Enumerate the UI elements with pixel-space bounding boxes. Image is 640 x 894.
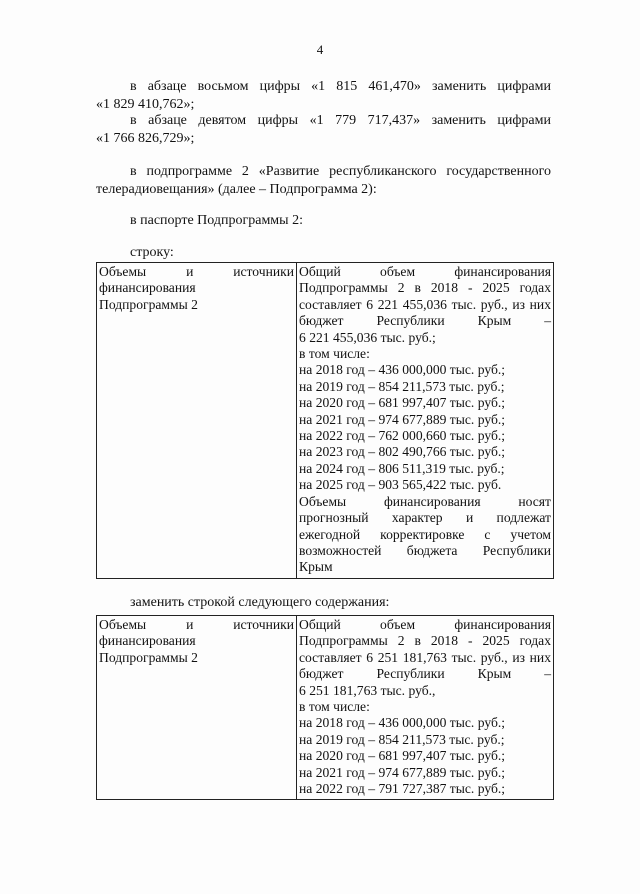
table-new-right-line: на 2018 год – 436 000,000 тыс. руб.; <box>299 715 506 731</box>
table-old-right-line: на 2021 год – 974 677,889 тыс. руб.; <box>299 411 506 427</box>
table-old-right-line: на 2023 год – 802 490,766 тыс. руб.; <box>299 444 506 460</box>
paragraph-eighth <box>96 78 551 114</box>
table-new-right-cell <box>297 616 554 800</box>
paragraph-subprogram-line2: телерадиовещания» (далее – Подпрограмма 2): <box>96 182 377 197</box>
table-old-right-line: на 2018 год – 436 000,000 тыс. руб.; <box>299 362 506 378</box>
paragraph-subprogram-line1: в подпрограмме 2 «Развитие республиканского государственного <box>130 164 551 179</box>
table-old-left-line: финансирования <box>99 280 196 296</box>
table-new-left-line: финансирования <box>99 633 196 649</box>
table-old-right-line: на 2020 год – 681 997,407 тыс. руб.; <box>299 395 506 411</box>
paragraph-ninth-line2: «1 766 826,729»; <box>96 131 195 146</box>
table-new-right-line: на 2021 год – 974 677,889 тыс. руб.; <box>299 764 506 780</box>
table-new-right-line: в том числе: <box>299 699 370 715</box>
paragraph-eighth-line2: «1 829 410,762»; <box>96 97 195 112</box>
table-new-left-line: Подпрограммы 2 <box>99 649 198 665</box>
table-old-left-cell <box>97 263 297 579</box>
table-old-right-line: на 2019 год – 854 211,573 тыс. руб.; <box>299 378 505 394</box>
table-old-right-line: Крым <box>299 559 333 575</box>
page-number: 4 <box>316 42 324 57</box>
table-new-right-line: бюджет Республики Крым – <box>299 666 551 682</box>
table-old-right-cell <box>297 263 554 579</box>
table-old-right-line: на 2025 год – 903 565,422 тыс. руб. <box>299 477 502 493</box>
paragraph-passport: в паспорте Подпрограммы 2: <box>130 213 303 228</box>
table-old-left-line: Объемы и источники <box>99 264 294 279</box>
table-old-right-line: составляет 6 221 455,036 тыс. руб., из них <box>299 296 551 312</box>
table-old-right-line: на 2024 год – 806 511,319 тыс. руб.; <box>299 460 505 476</box>
table-new-right-line: на 2020 год – 681 997,407 тыс. руб.; <box>299 748 506 764</box>
table-new-right-line: 6 251 181,763 тыс. руб., <box>299 682 436 698</box>
paragraph-replace-label: заменить строкой следующего содержания: <box>130 595 390 610</box>
paragraph-subprogram <box>96 163 551 199</box>
table-old-right-line: бюджет Республики Крым – <box>299 313 551 329</box>
table-old-right-line: Объемы финансирования носят <box>299 493 551 509</box>
table-new-right-line: Подпрограммы 2 в 2018 - 2025 годах <box>299 633 551 649</box>
table-new-right-line: на 2019 год – 854 211,573 тыс. руб.; <box>299 731 505 747</box>
table-old-left-line: Подпрограммы 2 <box>99 296 198 312</box>
table-old-right-line: возможностей бюджета Республики <box>299 542 551 558</box>
table-new-right-line: составляет 6 251 181,763 тыс. руб., из них <box>299 649 551 665</box>
table-new-clip <box>96 615 554 801</box>
table-new-left-cell <box>97 616 297 800</box>
table-old-row <box>96 262 554 579</box>
table-new-row <box>96 615 554 800</box>
table-old-right-line: ежегодной корректировке с учетом <box>299 526 551 542</box>
table-old-right-line: 6 221 455,036 тыс. руб.; <box>299 329 436 345</box>
paragraph-row-label: строку: <box>130 245 174 260</box>
paragraph-ninth <box>96 112 551 148</box>
table-old-right-line: Общий объем финансирования <box>299 264 551 279</box>
table-old-right-line: в том числе: <box>299 346 370 362</box>
table-old-right-line: Подпрограммы 2 в 2018 - 2025 годах <box>299 280 551 296</box>
paragraph-eighth-line1: в абзаце восьмом цифры «1 815 461,470» заменить цифрами <box>130 79 551 94</box>
paragraph-ninth-line1: в абзаце девятом цифры «1 779 717,437» заменить цифрами <box>130 113 551 128</box>
table-new-left-line: Объемы и источники <box>99 617 294 632</box>
table-old-right-line: прогнозный характер и подлежат <box>299 510 551 526</box>
table-new-right-line: на 2022 год – 791 727,387 тыс. руб.; <box>299 781 506 797</box>
table-new-right-line: Общий объем финансирования <box>299 617 551 632</box>
table-old-right-line: на 2022 год – 762 000,660 тыс. руб.; <box>299 428 506 444</box>
